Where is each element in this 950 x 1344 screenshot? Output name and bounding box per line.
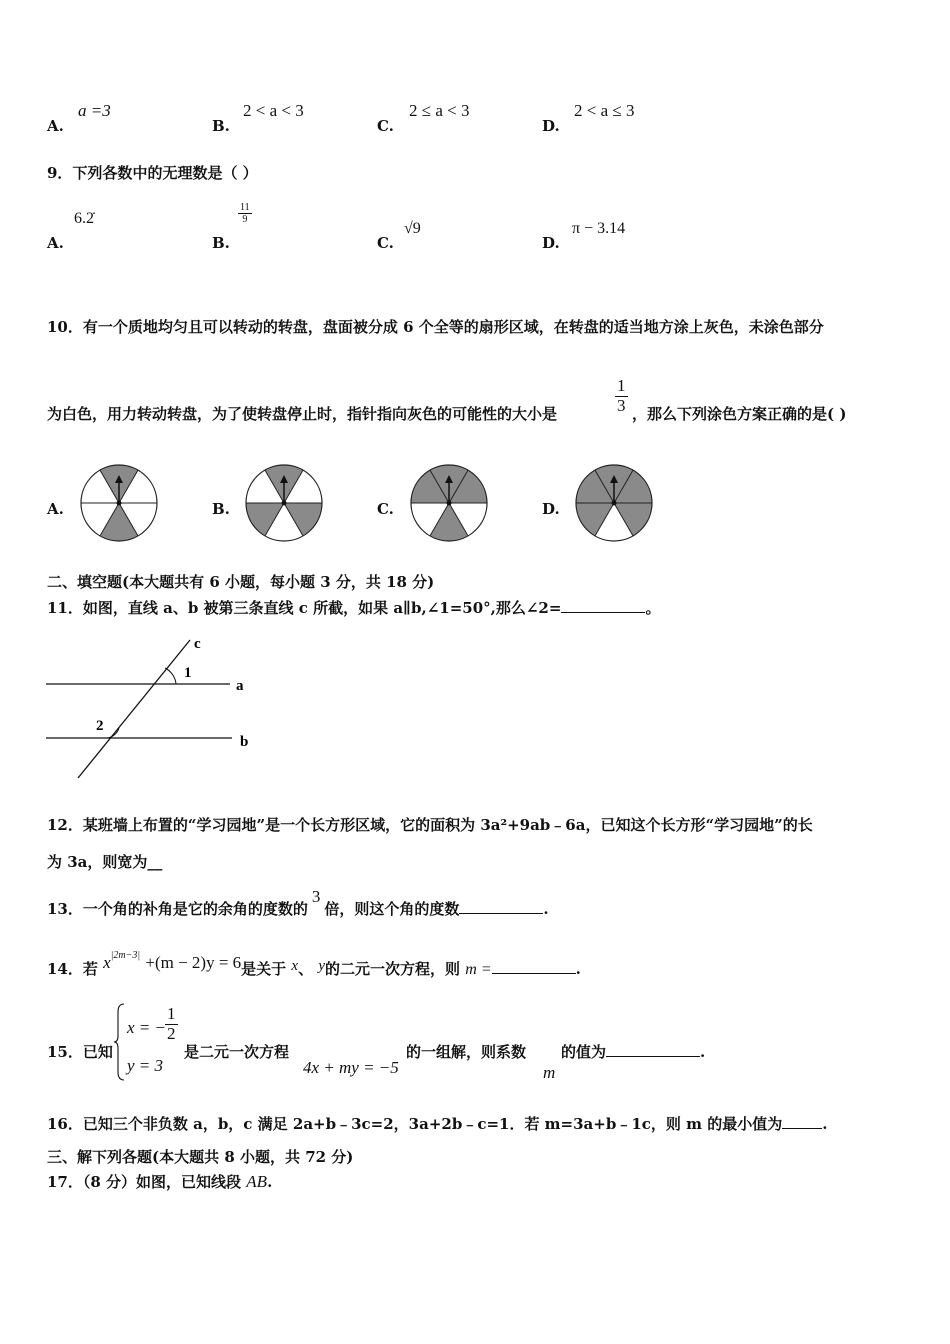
q12-line1: 12．某班墙上布置的“学习园地”是一个长方形区域，它的面积为 3a²+9ab﹣6a，已知这个长方形“学习园地”的长 <box>47 816 813 834</box>
q14-var-y: y <box>318 958 326 974</box>
q8-option-d-math: 2 < a ≤ 3 <box>574 101 635 120</box>
q8-option-a-label: A. <box>47 117 64 135</box>
q14-text2: 的二元一次方程，则 <box>325 960 461 978</box>
label-angle-1: 1 <box>184 665 192 681</box>
q16-answer-blank[interactable] <box>782 1114 822 1129</box>
q10-spinner-a <box>78 462 160 544</box>
q10-spinner-c <box>408 462 490 544</box>
pointer-pivot <box>612 501 617 506</box>
q17-ab: AB <box>246 1172 268 1191</box>
label-angle-2: 2 <box>96 718 104 734</box>
pointer-pivot <box>447 501 452 506</box>
q11-figure <box>40 632 270 782</box>
q9-option-b-denominator: 9 <box>242 214 248 225</box>
angle-1-arc <box>165 668 176 684</box>
q9-option-a-math: 6.2̇ <box>74 210 94 227</box>
q15-tail <box>561 1041 705 1062</box>
q10-option-a-label: A. <box>47 500 64 518</box>
q10-fraction-denominator: 3 <box>617 395 626 415</box>
q14-answer-blank[interactable] <box>492 959 576 974</box>
q9-option-c-label: C. <box>377 234 394 252</box>
q14-text1: 是关于 <box>241 960 287 978</box>
q15-equation: 4x + my = −5 <box>303 1058 399 1077</box>
q15-prefix: 15．已知 <box>47 1043 113 1061</box>
q8-option-a-math: a =3 <box>78 101 111 120</box>
q15-m: m <box>543 1063 556 1082</box>
q9-option-b-numerator: 11 <box>240 202 250 213</box>
section-3-heading: 三、解下列各题(本大题共 8 小题，共 72 分) <box>47 1148 354 1166</box>
q14-sep: 、 <box>298 960 314 978</box>
q9-stem: 9．下列各数中的无理数是（ ） <box>47 164 258 182</box>
section-2-heading: 二、填空题(本大题共有 6 小题，每小题 3 分，共 18 分) <box>47 573 435 591</box>
pointer-pivot <box>117 501 122 506</box>
q10-line1: 10．有一个质地均匀且可以转动的转盘，盘面被分成 6 个全等的扇形区域，在转盘的适当地方涂上灰色，未涂色部分 <box>47 318 824 336</box>
q16-stem-line <box>47 1113 827 1134</box>
q9-option-c-math: √9 <box>404 220 421 237</box>
q14-exponent: |2m−3| <box>110 950 141 961</box>
q13-rest: 倍，则这个角的度数 <box>324 900 460 918</box>
q15-fraction <box>165 1005 178 1043</box>
q9-option-b-label: B. <box>212 234 230 252</box>
q10-option-c-label: C. <box>377 500 394 518</box>
q9-option-d-label: D. <box>542 234 560 252</box>
q11-stem-line <box>47 597 660 618</box>
q9-option-b-fraction <box>238 202 252 225</box>
q14-var-x: x <box>291 958 299 974</box>
q9-option-d-math: π − 3.14 <box>572 220 626 237</box>
q10-spinner-d <box>573 462 655 544</box>
q14-x: x <box>103 953 111 972</box>
q15-row1: x = − <box>127 1018 166 1037</box>
q17-stem-line <box>47 1171 272 1192</box>
q13-number: 3 <box>311 887 321 906</box>
q8-option-b-math: 2 < a < 3 <box>243 101 304 120</box>
q15-text1: 是二元一次方程 <box>184 1043 290 1061</box>
q15-fraction-numerator: 1 <box>167 1004 176 1023</box>
q15-row2: y = 3 <box>127 1056 164 1075</box>
q10-spinner-b <box>243 462 325 544</box>
q13-stem-line <box>47 887 549 919</box>
q8-option-d-label: D. <box>542 117 560 135</box>
q8-option-b-label: B. <box>212 117 230 135</box>
q13-end: . <box>543 900 549 918</box>
q10-fraction <box>615 377 628 415</box>
q11-end: 。 <box>645 599 661 617</box>
q16-end: . <box>822 1115 828 1133</box>
q15-brace <box>114 1002 126 1082</box>
q10-line2-a: 为白色，用力转动转盘，为了使转盘停止时，指针指向灰色的可能性的大小是 <box>47 405 558 423</box>
q15-end: . <box>700 1043 706 1061</box>
q11-stem: 11．如图，直线 a、b 被第三条直线 c 所截，如果 a∥b,∠1=50°,那么∠2= <box>47 599 562 617</box>
q13-stem: 13．一个角的补角是它的余角的度数的 <box>47 900 308 918</box>
q14-end: . <box>575 960 581 978</box>
q12-line2: 为 3a，则宽为__ <box>47 853 163 871</box>
q10-option-b-label: B. <box>212 500 230 518</box>
q15-text3: 的值为 <box>561 1043 607 1061</box>
q14-prefix: 14．若 <box>47 960 98 978</box>
line-c <box>78 640 190 778</box>
q15-text2: 的一组解，则系数 <box>406 1043 527 1061</box>
label-b: b <box>240 734 249 750</box>
q10-line2-b: ，那么下列涂色方案正确的是( ) <box>632 405 847 423</box>
label-a: a <box>236 678 244 694</box>
q14-line <box>47 950 581 979</box>
q8-option-c-label: C. <box>377 117 394 135</box>
q15-fraction-denominator: 2 <box>167 1023 176 1043</box>
q11-answer-blank[interactable] <box>561 598 645 613</box>
q16-stem: 16．已知三个非负数 a，b，c 满足 2a+b﹣3c=2，3a+2b﹣c=1．若 m=3a+b﹣1c，则 m 的最小值为 <box>47 1115 783 1133</box>
q17-stem: 17．（8 分）如图，已知线段 <box>47 1173 242 1191</box>
q9-option-a-label: A. <box>47 234 64 252</box>
q13-answer-blank[interactable] <box>459 899 543 914</box>
q8-option-c-math: 2 ≤ a < 3 <box>409 101 470 120</box>
q10-option-d-label: D. <box>542 500 560 518</box>
label-c: c <box>194 636 201 652</box>
q17-end: . <box>267 1173 273 1191</box>
q10-fraction-numerator: 1 <box>617 376 626 395</box>
q14-m: m = <box>465 961 492 978</box>
pointer-pivot <box>282 501 287 506</box>
q14-equation: +(m − 2)y = 6 <box>145 953 242 972</box>
q15-answer-blank[interactable] <box>606 1042 700 1057</box>
